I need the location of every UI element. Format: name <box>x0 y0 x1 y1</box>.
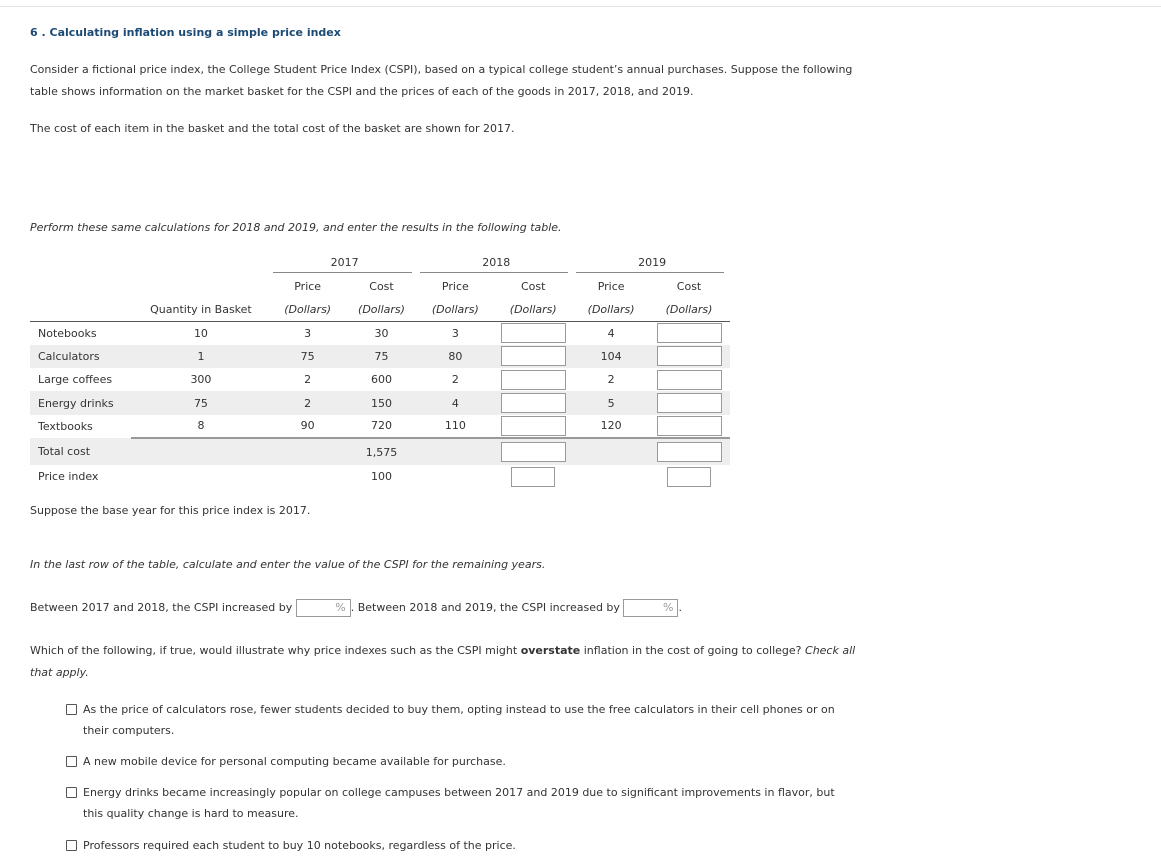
checkbox-icon[interactable] <box>66 704 77 715</box>
question-title: 6 . Calculating inflation using a simple price index <box>30 26 341 39</box>
cost-header-2017: Cost <box>369 279 394 293</box>
price-2018-value: 3 <box>451 326 459 340</box>
last-row-instruction: In the last row of the table, calculate and enter the value of the CSPI for the remaining years. <box>30 558 546 571</box>
cost-2019-input[interactable] <box>657 416 722 436</box>
increase-end: . <box>678 601 682 614</box>
price-2018-value: 80 <box>418 345 492 368</box>
checkbox-icon[interactable] <box>66 787 77 798</box>
year-2018-header: 2018 <box>482 256 511 270</box>
intro-line-1: Consider a fictional price index, the College Student Price Index (CSPI), based on a typical college student’s annual purchases. Suppose the following <box>30 63 853 76</box>
price-2017-value: 90 <box>300 419 315 433</box>
item-label: Notebooks <box>38 326 97 340</box>
column-label-row <box>30 274 730 297</box>
price-2018-value: 110 <box>444 419 466 433</box>
price-2019-value: 5 <box>574 391 648 414</box>
option-text: this quality change is hard to measure. <box>83 807 299 820</box>
cost-2019-input[interactable] <box>657 370 722 390</box>
overstate-question <box>30 640 855 684</box>
option-text: As the price of calculators rose, fewer students decided to buy them, opting instead to use the free calculators in their cell phones or on <box>83 703 835 716</box>
unit-cost-2017: (Dollars) <box>345 298 419 321</box>
year-2019-header: 2019 <box>638 256 667 270</box>
cost-2017-value: 30 <box>374 326 389 340</box>
cost-2018-input[interactable] <box>501 416 566 436</box>
unit-price-2019: (Dollars) <box>574 298 648 321</box>
price-2017-value: 2 <box>271 391 345 414</box>
question-text-1: Which of the following, if true, would illustrate why price indexes such as the CSPI might <box>30 644 518 657</box>
price-2019-value: 120 <box>600 419 622 433</box>
cost-2017-value: 600 <box>371 373 392 387</box>
option-text: Energy drinks became increasingly popular on college campuses between 2017 and 2019 due to significant improvements in flavor, but <box>83 786 835 799</box>
item-label: Energy drinks <box>30 391 131 414</box>
checkbox-icon[interactable] <box>66 756 77 767</box>
option-new-device[interactable] <box>66 751 866 773</box>
price-header-2017: Price <box>294 279 322 293</box>
table-row <box>30 391 730 414</box>
increase-text-2: . Between 2018 and 2019, the CSPI increased by <box>350 601 620 614</box>
increase-2019-input[interactable] <box>623 599 678 617</box>
price-index-2019-input[interactable] <box>667 467 711 487</box>
item-label: Calculators <box>30 345 131 368</box>
price-table <box>30 251 730 489</box>
base-year-note: Suppose the base year for this price index is 2017. <box>30 504 311 517</box>
total-cost-2019-input[interactable] <box>657 442 722 462</box>
option-text: their computers. <box>83 724 175 737</box>
year-header-row <box>30 251 730 274</box>
option-calculators[interactable] <box>66 699 866 743</box>
quantity-value: 300 <box>190 373 212 387</box>
total-cost-2017-value: 1,575 <box>345 438 419 465</box>
unit-price-2018: (Dollars) <box>418 298 492 321</box>
question-bold: overstate <box>520 644 581 657</box>
cost-header-2018: Cost <box>520 279 546 293</box>
cost-2019-input[interactable] <box>657 346 722 366</box>
option-text: A new mobile device for personal computing became available for purchase. <box>83 755 506 768</box>
cost-2018-input[interactable] <box>501 346 566 366</box>
item-label: Textbooks <box>38 419 93 433</box>
unit-price-2017: (Dollars) <box>271 298 345 321</box>
table-row <box>30 321 730 344</box>
instruction-same-calc: Perform these same calculations for 2018 and 2019, and enter the results in the following table. <box>30 221 562 234</box>
increase-sentence <box>30 597 682 619</box>
price-2017-value: 3 <box>304 326 312 340</box>
price-index-2018-input[interactable] <box>511 467 555 487</box>
price-index-2017-value: 100 <box>371 470 392 484</box>
intro-paragraph <box>30 59 852 103</box>
cost-2018-input[interactable] <box>501 370 566 390</box>
percent-sign: % <box>335 601 346 614</box>
question-text-2: inflation in the cost of going to college? <box>583 644 802 657</box>
cost-note: The cost of each item in the basket and the total cost of the basket are shown for 2017. <box>30 122 515 135</box>
price-header-2018: Price <box>441 279 469 293</box>
price-2017-value: 75 <box>271 345 345 368</box>
price-2019-value: 104 <box>574 345 648 368</box>
option-text: Professors required each student to buy 10 notebooks, regardless of the price. <box>83 839 516 852</box>
item-label: Large coffees <box>38 373 113 387</box>
table-row <box>30 415 730 438</box>
question-check-all: Check all <box>805 644 856 657</box>
price-2018-value: 2 <box>451 373 459 387</box>
total-cost-label: Total cost <box>30 438 131 465</box>
table-row <box>30 345 730 368</box>
option-energy-drinks[interactable] <box>66 782 866 826</box>
increase-text-1: Between 2017 and 2018, the CSPI increased by <box>30 601 293 614</box>
question-check-all-2: that apply. <box>30 666 89 679</box>
price-2018-value: 4 <box>418 391 492 414</box>
unit-header-row <box>30 298 730 321</box>
cost-2018-input[interactable] <box>501 323 566 343</box>
quantity-value: 8 <box>197 419 205 433</box>
total-cost-row <box>30 438 730 465</box>
quantity-value: 10 <box>193 326 208 340</box>
intro-line-2: table shows information on the market basket for the CSPI and the prices of each of the goods in 2017, 2018, and 2019. <box>30 85 694 98</box>
top-divider <box>0 6 1161 7</box>
cost-2019-input[interactable] <box>657 323 722 343</box>
checkbox-icon[interactable] <box>66 840 77 851</box>
cost-2019-input[interactable] <box>657 393 722 413</box>
percent-sign: % <box>662 601 674 614</box>
total-cost-2018-input[interactable] <box>501 442 566 462</box>
price-index-label: Price index <box>38 470 99 484</box>
unit-cost-2018: (Dollars) <box>492 298 574 321</box>
year-2017-header: 2017 <box>330 256 359 270</box>
increase-2018-input[interactable] <box>296 599 351 617</box>
option-notebooks[interactable] <box>66 835 866 857</box>
cost-2018-input[interactable] <box>501 393 566 413</box>
unit-cost-2019: (Dollars) <box>648 298 730 321</box>
cost-2017-value: 150 <box>345 391 419 414</box>
quantity-header: Quantity in Basket <box>131 298 271 321</box>
table-row <box>30 368 730 391</box>
quantity-value: 75 <box>131 391 271 414</box>
price-2017-value: 2 <box>304 373 312 387</box>
cost-header-2019: Cost <box>676 279 702 293</box>
quantity-value: 1 <box>131 345 271 368</box>
price-index-row <box>30 465 730 488</box>
price-header-2019: Price <box>597 279 625 293</box>
price-2019-value: 2 <box>607 373 615 387</box>
price-2019-value: 4 <box>607 326 615 340</box>
cost-2017-value: 720 <box>371 419 392 433</box>
cost-2017-value: 75 <box>345 345 419 368</box>
